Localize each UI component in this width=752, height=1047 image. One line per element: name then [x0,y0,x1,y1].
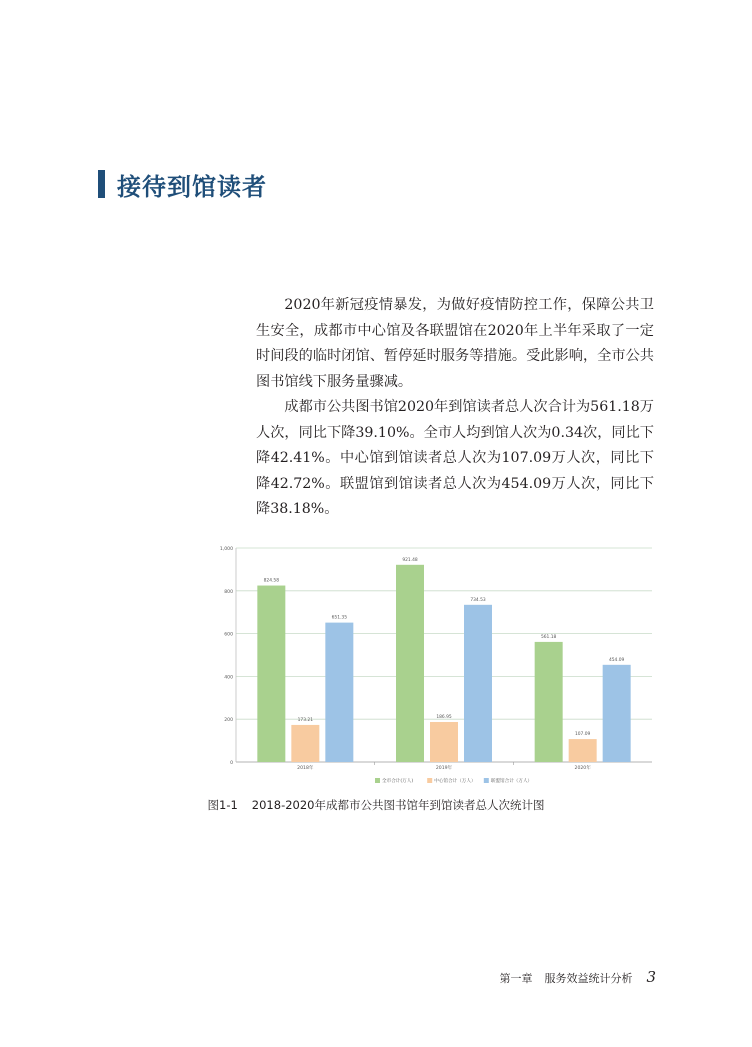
y-tick-label: 200 [224,718,233,724]
legend-label: 全市合计(万人) [382,779,414,784]
bar [396,565,424,762]
bar-data-label: 651.35 [331,615,348,621]
bar [603,665,631,762]
bar [464,605,492,762]
bar-data-label: 173.21 [297,717,314,723]
bar-data-label: 454.09 [608,657,625,663]
legend-swatch [375,778,380,783]
caption-text: 2018-2020年成都市公共图书馆年到馆读者总人次统计图 [251,798,545,812]
legend-label: 中心馆合计（万人） [434,779,476,784]
y-tick-label: 600 [224,632,233,638]
paragraph-2: 成都市公共图书馆2020年到馆读者总人次合计为561.18万人次，同比下降39.10%。全市人均到馆人次为0.34次，同比下降42.41%。中心馆到馆读者总人次为107.09万人次，同比下降42.72%。联盟馆到馆读者总人次为454.09万人次，同比下降38.18%。 [256,399,654,517]
legend-swatch [427,778,432,783]
bar [325,623,353,762]
bar-data-label: 921.48 [402,557,418,563]
y-tick-label: 1,000 [219,547,233,552]
x-tick-label: 2020年 [574,766,591,771]
bar-chart [210,540,660,795]
figure-caption [0,797,752,813]
y-tick-label: 0 [230,761,233,766]
legend-label: 联盟馆合计（万人） [490,779,533,784]
bar-data-label: 734.53 [470,597,486,603]
bar-data-label: 561.18 [540,634,557,640]
x-tick-label: 2018年 [297,766,314,771]
page-number: 3 [646,968,656,986]
y-tick-label: 800 [224,589,233,595]
footer-section: 服务效益统计分析 [544,972,633,985]
x-tick-label: 2019年 [435,766,453,771]
bar [430,722,458,762]
page-footer [499,968,656,986]
caption-number: 图1-1 [207,798,238,812]
paragraph-1: 2020年新冠疫情暴发，为做好疫情防控工作，保障公共卫生安全，成都市中心馆及各联盟馆在2020年上半年采取了一定时间段的临时闭馆、暂停延时服务等措施。受此影响，全市公共图书馆线下服务量骤减。 [256,297,654,390]
y-tick-label: 400 [224,675,233,681]
bar [535,642,563,762]
body-text [256,293,654,523]
bar-data-label: 824.58 [263,578,280,584]
bar [569,739,597,762]
footer-chapter: 第一章 [499,972,533,985]
title-accent-bar [98,170,105,198]
bar-data-label: 186.95 [436,714,452,720]
section-header [98,168,267,200]
bar [257,586,285,762]
bar-data-label: 107.09 [574,732,591,738]
section-title: 接待到馆读者 [117,172,267,201]
legend-swatch [484,778,489,783]
bar [291,725,319,762]
